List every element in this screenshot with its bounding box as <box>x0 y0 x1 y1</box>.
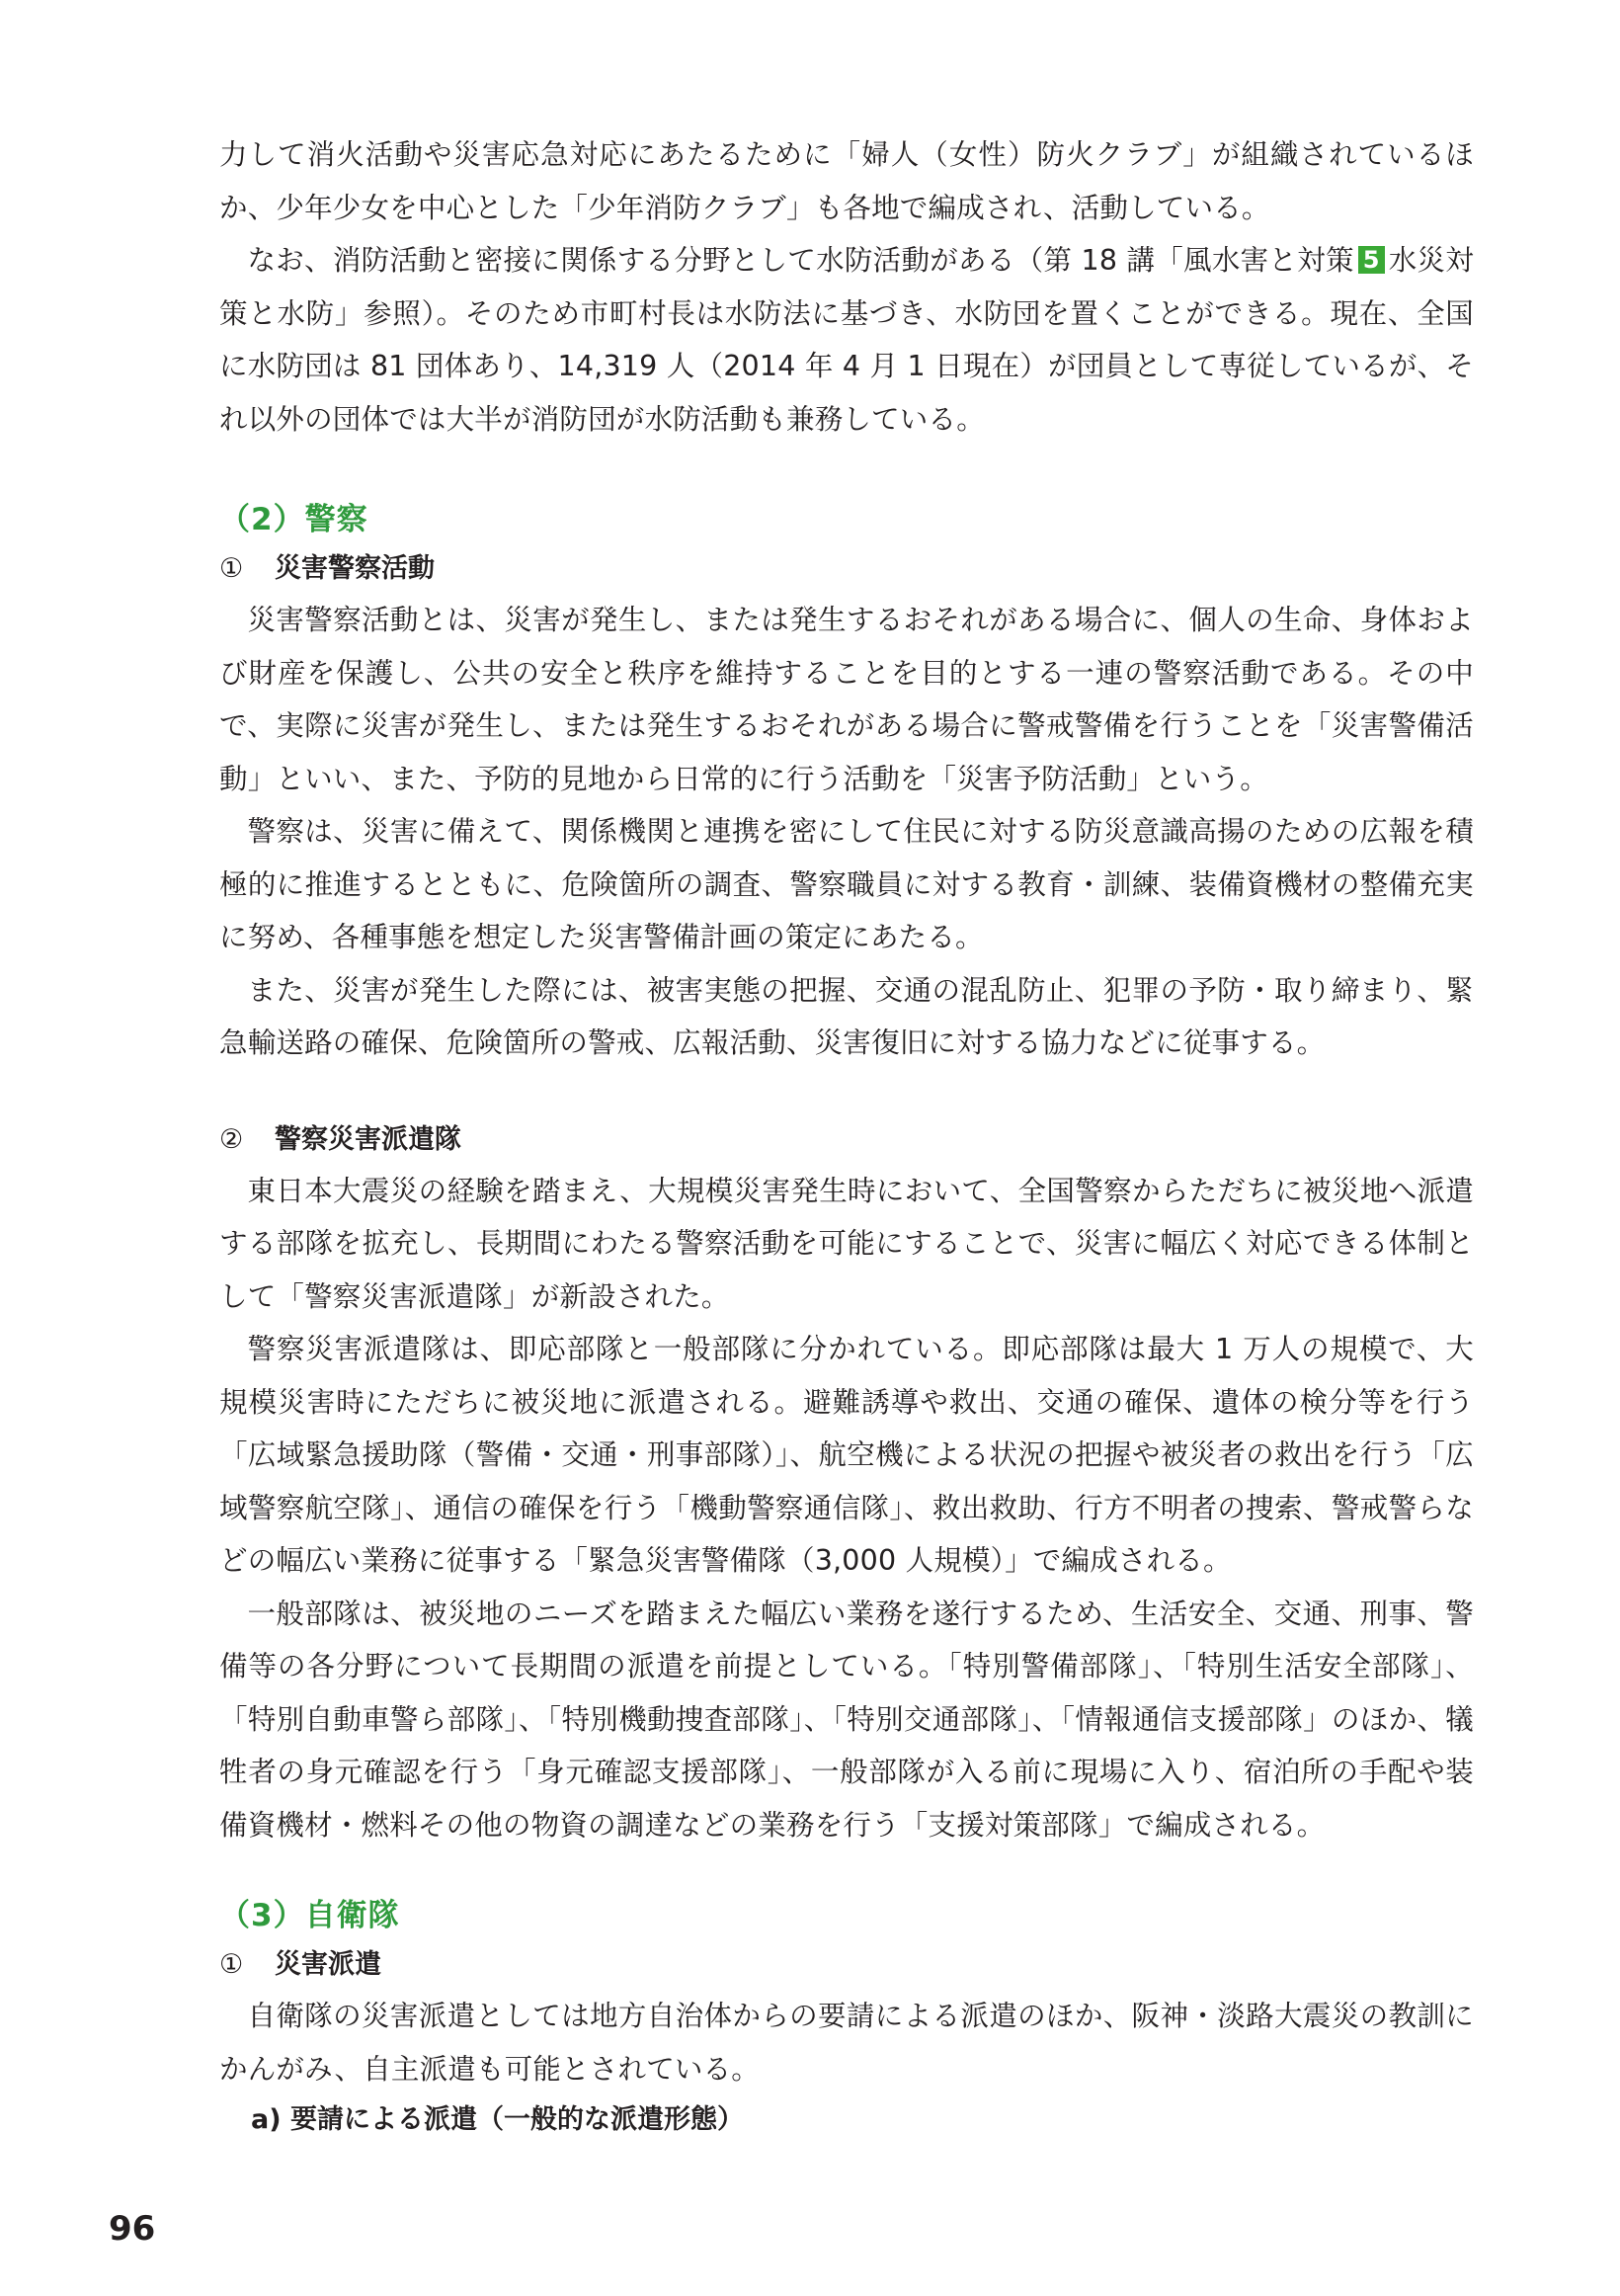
intro-paragraph-2-text-a: なお、消防活動と密接に関係する分野として水防活動がある（第 18 講「風水害と対策 <box>247 244 1354 277</box>
page-number: 96 <box>109 2209 156 2249</box>
dispatch-paragraph-1: 東日本大震災の経験を踏まえ、大規模災害発生時において、全国警察からただちに被災地へ派遣する部隊を拡充し、長期間にわたる警察活動を可能にすることで、災害に幅広く対応できる体制として「警察災害派遣隊」が新設された。 <box>219 1174 1474 1313</box>
intro-paragraph-2 <box>219 234 1474 446</box>
police-paragraph-1: 災害警察活動とは、災害が発生し、または発生するおそれがある場合に、個人の生命、身体および財産を保護し、公共の安全と秩序を維持することを目的とする一連の警察活動である。その中で、実際に災害が発生し、または発生するおそれがある場合に警戒警備を行うことを「災害警備活動」といい、また、予防的見地から日常的に行う活動を「災害予防活動」という。 <box>219 604 1474 795</box>
police-paragraph-2: 警察は、災害に備えて、関係機関と連携を密にして住民に対する防災意識高揚のための広報を積極的に推進するとともに、危険箇所の調査、警察職員に対する教育・訓練、装備資機材の整備充実に努め、各種事態を想定した災害警備計画の策定にあたる。 <box>219 815 1474 953</box>
subheading-disaster-police-activity <box>219 544 1474 594</box>
police-paragraph-3: また、災害が発生した際には、被害実態の把握、交通の混乱防止、犯罪の予防・取り締まり、緊急輸送路の確保、危険箇所の警戒、広報活動、災害復旧に対する協力などに従事する。 <box>219 973 1474 1059</box>
dispatch-paragraph-3: 一般部隊は、被災地のニーズを踏まえた幅広い業務を遂行するため、生活安全、交通、刑事、警備等の各分野について長期間の派遣を前提としている。「特別警備部隊」、「特別生活安全部隊」、「特別自動車警ら部隊」、「特別機動捜査部隊」、「特別交通部隊」、「情報通信支援部隊」のほか、犠牲者の身元確認を行う「身元確認支援部隊」、一般部隊が入る前に現場に入り、宿泊所の手配や装備資機材・燃料その他の物資の調達などの業務を行う「支援対策部隊」で編成される。 <box>219 1597 1474 1842</box>
subheading-title: 災害派遣 <box>275 1949 381 1980</box>
dispatch-paragraph-2: 警察災害派遣隊は、即応部隊と一般部隊に分かれている。即応部隊は最大 1 万人の規模で、大規模災害時にただちに被災地に派遣される。避難誘導や救出、交通の確保、遺体の検分等を行う「広域緊急援助隊（警備・交通・刑事部隊）」、航空機による状況の把握や被災者の救出を行う「広域警察航空隊」、通信の確保を行う「機動警察通信隊」、救出救助、行方不明者の捜索、警戒警らなどの幅広い業務に従事する「緊急災害警備隊（3,000 人規模）」で編成される。 <box>219 1333 1474 1577</box>
intro-paragraph-1: 力して消火活動や災害応急対応にあたるために「婦人（女性）防火クラブ」が組織されているほか、少年少女を中心とした「少年消防クラブ」も各地で編成され、活動している。 <box>219 138 1474 224</box>
section-heading-police: （2）警察 <box>219 502 368 537</box>
page-body <box>219 128 1474 2145</box>
subheading-number: ① <box>219 553 244 584</box>
subheading-number: ② <box>219 1123 244 1155</box>
subheading-disaster-dispatch <box>219 1940 1474 1990</box>
subheading-title: 災害警察活動 <box>275 553 435 584</box>
chapter-badge: 5 <box>1358 246 1385 274</box>
section-heading-sdf: （3）自衛隊 <box>219 1898 400 1933</box>
subheading-number: ① <box>219 1949 244 1980</box>
subheading-title: 警察災害派遣隊 <box>275 1123 461 1155</box>
sdf-paragraph-1: 自衛隊の災害派遣としては地方自治体からの要請による派遣のほか、阪神・淡路大震災の教訓にかんがみ、自主派遣も可能とされている。 <box>219 2000 1474 2086</box>
subheading-police-dispatch-unit <box>219 1115 1474 1165</box>
subsubheading-requested-dispatch: a) 要請による派遣（一般的な派遣形態） <box>251 2104 744 2135</box>
intro-paragraph-2-text-b: 水災対策と水防」参照）。そのため市町村長は水防法に基づき、水防団を置くことができる。現在、全国に水防団は 81 団体あり、14,319 人（2014 年 4 月 1 日現在）が団員として専従しているが、それ以外の団体では大半が消防団が水防活動も兼務している。 <box>219 244 1474 436</box>
